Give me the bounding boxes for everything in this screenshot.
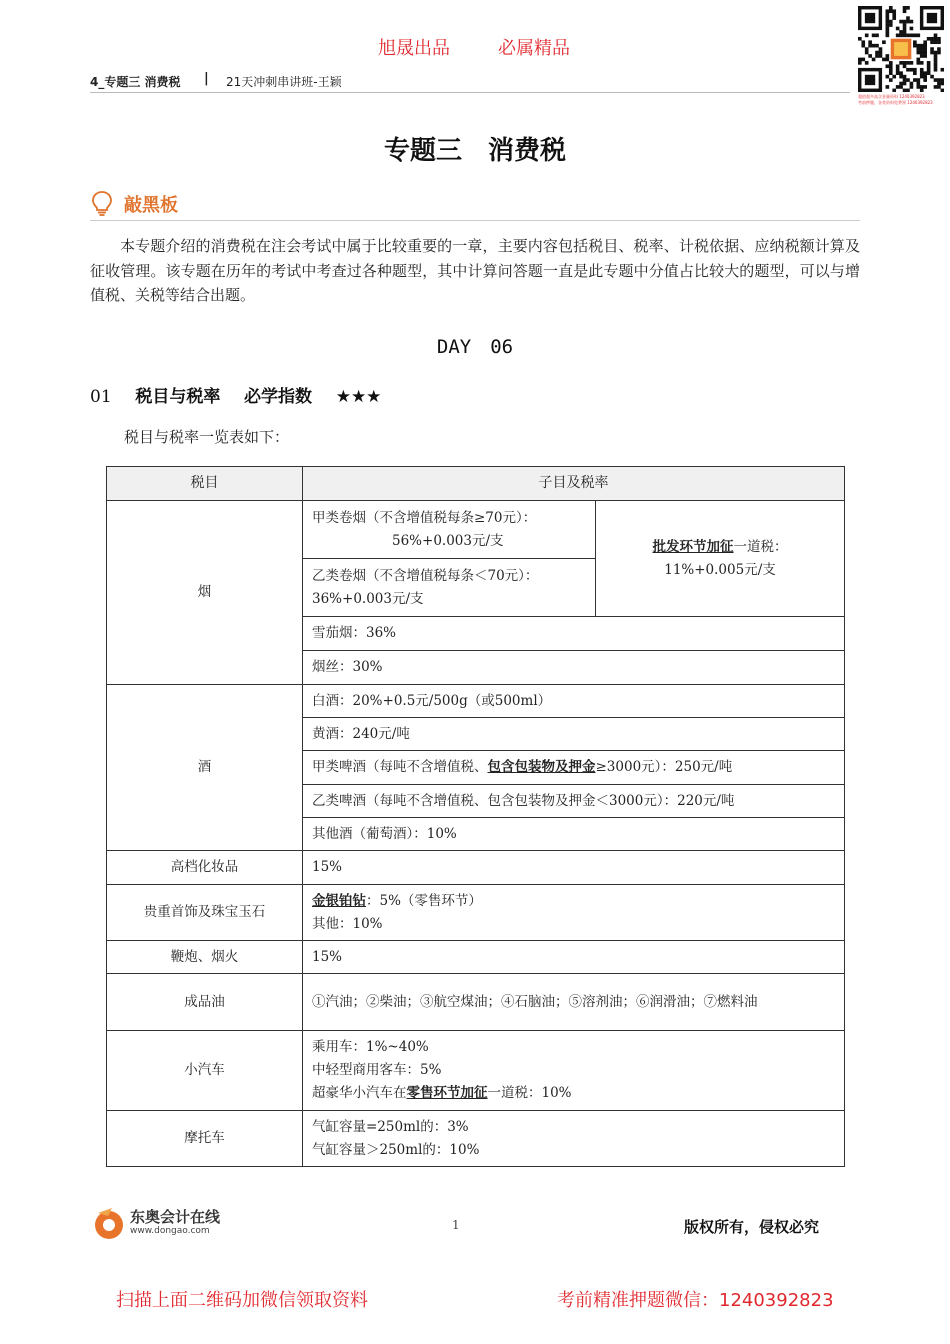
section-heading	[90, 382, 381, 407]
copyright-notice: 版权所有，侵权必究	[684, 1218, 820, 1236]
page-number: 1	[452, 1218, 460, 1232]
dongao-logo	[92, 1204, 232, 1246]
jewelry-line2: 其他：10%	[312, 915, 383, 932]
table-row	[107, 685, 845, 718]
header-separator: |	[204, 71, 209, 86]
car-line1: 乘用车：1%~40%	[312, 1039, 429, 1055]
oil-name: 成品油	[107, 974, 303, 1031]
car-line3-underlined: 零售环节加征	[406, 1085, 488, 1101]
qr-code-icon	[858, 6, 944, 92]
section-importance: 必学指数	[244, 387, 313, 407]
tobacco-class-a	[303, 501, 596, 559]
promo-right: 考前精准押题微信：1240392823	[557, 1290, 834, 1311]
lightbulb-icon	[90, 190, 114, 216]
tobacco-wholesale-rate: 11%+0.005元/支	[664, 561, 776, 578]
oil-items: ①汽油；②柴油；③航空煤油；④石脑油；⑤溶剂油；⑥润滑油；⑦燃料油	[303, 974, 845, 1031]
tobacco-cut: 烟丝：30%	[303, 651, 845, 685]
tobacco-wholesale-underlined: 批发环节加征	[652, 538, 734, 555]
tobacco-class-b	[303, 559, 596, 617]
banner-right-text: 必属精品	[498, 38, 570, 59]
tobacco-class-b-line1: 乙类卷烟（不含增值税每条＜70元）：	[312, 567, 539, 584]
table-header-row	[107, 467, 845, 501]
beer-a-underlined: 包含包装物及押金	[487, 759, 596, 775]
logo-url: www.dongao.com	[130, 1226, 210, 1236]
car-name: 小汽车	[107, 1031, 303, 1111]
moto-rates	[303, 1111, 845, 1167]
car-line3-prefix: 超豪华小汽车在	[312, 1085, 407, 1101]
qr-note	[858, 94, 948, 106]
header-series: 21天冲刺串讲班-王颖	[226, 75, 342, 89]
firecrackers-name: 鞭炮、烟火	[107, 941, 303, 974]
jewelry-rates	[303, 885, 845, 941]
alcohol-name: 酒	[107, 685, 303, 851]
banner-left-text: 旭晟出品	[378, 38, 450, 59]
header-tax-item: 税目	[107, 467, 303, 501]
section-title: 税目与税率	[135, 387, 221, 407]
firecrackers-rate: 15%	[303, 941, 845, 974]
jewelry-name: 贵重首饰及珠宝玉石	[107, 885, 303, 941]
car-line3-suffix: 一道税：10%	[487, 1085, 572, 1101]
table-intro: 税目与税率一览表如下：	[124, 428, 290, 446]
moto-line1: 气缸容量=250ml的：3%	[312, 1118, 469, 1135]
qr-note-line1: 超值超多高含金量资料 1240392823	[858, 94, 925, 99]
header-divider	[90, 92, 850, 93]
alcohol-other: 其他酒（葡萄酒）：10%	[303, 818, 845, 851]
cosmetics-name: 高档化妆品	[107, 851, 303, 885]
tobacco-class-a-line2: 56%+0.003元/支	[392, 532, 504, 549]
cosmetics-rate: 15%	[303, 851, 845, 885]
qr-note-line2: 考前押题、各类资料免费领 1240392823	[858, 100, 933, 105]
table-row	[107, 501, 845, 559]
table-row	[107, 1031, 845, 1111]
table-row	[107, 941, 845, 974]
promo-left: 扫描上面二维码加微信领取资料	[116, 1290, 368, 1311]
tobacco-name: 烟	[107, 501, 303, 685]
page-title: 专题三 消费税	[383, 136, 566, 166]
table-row	[107, 1111, 845, 1167]
beer-a-suffix: ≥3000元）：250元/吨	[595, 759, 733, 775]
tobacco-wholesale-rest: 一道税：	[733, 538, 788, 555]
beer-a-prefix: 甲类啤酒（每吨不含增值税、	[312, 759, 488, 775]
blackboard-divider	[90, 220, 860, 221]
alcohol-baijiu: 白酒：20%+0.5元/500g（或500ml）	[303, 685, 845, 718]
tax-rate-table	[106, 466, 845, 1167]
table-row	[107, 974, 845, 1031]
section-number: 01	[90, 387, 112, 407]
alcohol-huangjiu: 黄酒：240元/吨	[303, 718, 845, 751]
tobacco-wholesale	[596, 501, 845, 617]
alcohol-beer-a	[303, 751, 845, 785]
header-course: 4_专题三 消费税	[90, 75, 181, 89]
header-sub-items: 子目及税率	[303, 467, 845, 501]
jewelry-line1-rest: ：5%（零售环节）	[366, 892, 482, 909]
table-row	[107, 885, 845, 941]
moto-line2: 气缸容量＞250ml的：10%	[312, 1141, 480, 1158]
blackboard-paragraph: 本专题介绍的消费税在注会考试中属于比较重要的一章，主要内容包括税目、税率、计税依据、应纳税额计算及征收管理。该专题在历年的考试中考查过各种题型，其中计算问答题一直是此专题中分值占比较大的题型，可以与增值税、关税等结合出题。	[90, 237, 860, 304]
jewelry-underlined: 金银铂钻	[312, 892, 366, 909]
blackboard-label: 敲黑板	[124, 195, 178, 216]
tobacco-cigar: 雪茄烟：36%	[303, 617, 845, 651]
car-line2: 中轻型商用客车：5%	[312, 1062, 442, 1078]
car-rates	[303, 1031, 845, 1111]
day-heading: DAY 06	[436, 336, 514, 358]
section-stars: ★★★	[335, 387, 382, 407]
moto-name: 摩托车	[107, 1111, 303, 1167]
table-row	[107, 851, 845, 885]
tobacco-class-a-line1: 甲类卷烟（不含增值税每条≥70元）：	[312, 509, 537, 526]
logo-name: 东奥会计在线	[130, 1208, 221, 1226]
alcohol-beer-b: 乙类啤酒（每吨不含增值税、包含包装物及押金＜3000元）：220元/吨	[303, 785, 845, 818]
tobacco-class-b-line2: 36%+0.003元/支	[312, 590, 424, 607]
